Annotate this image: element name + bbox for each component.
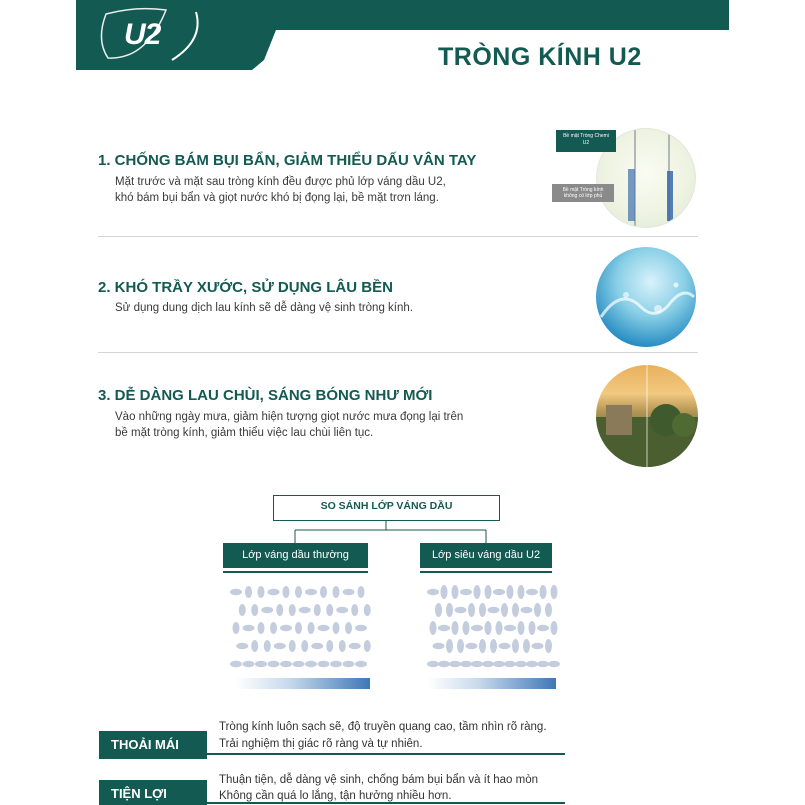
molecule [427,589,439,595]
molecule [534,603,541,617]
molecule [433,643,445,649]
molecule [455,607,467,613]
molecule [339,640,346,652]
molecule [343,661,355,667]
molecule [466,643,478,649]
comfort-tag: THOẢI MÁI [99,731,207,759]
molecule [532,643,544,649]
page-title: TRÒNG KÍNH U2 [438,43,642,71]
molecule [261,607,273,613]
molecule [326,604,333,616]
molecule [345,622,352,634]
molecule [499,643,511,649]
molecule [233,622,240,634]
molecule [526,589,538,595]
molecule [545,639,552,653]
molecule [308,622,315,634]
section-3-line-2: bề mặt tròng kính, giảm thiểu việc lau chùi liên tục. [115,427,374,439]
logo-text: U2 [124,18,161,51]
molecule [299,607,311,613]
molecule [512,603,519,617]
underline [223,571,368,573]
molecule [493,589,505,595]
molecule [264,640,271,652]
molecule [446,603,453,617]
molecule [333,622,340,634]
molecule [268,589,280,595]
molecule [490,639,497,653]
coating-gradient-bar [428,678,556,689]
molecule [452,621,459,635]
molecule [251,604,258,616]
molecule [355,661,367,667]
molecule [435,603,442,617]
underline [420,571,552,573]
molecule [295,586,302,598]
molecule [358,586,365,598]
molecule [305,661,317,667]
molecule [512,639,519,653]
molecule [320,586,327,598]
molecule [343,589,355,595]
regular-coating-molecules [228,582,373,682]
convenience-line-1: Thuận tiện, dễ dàng vệ sinh, chống bám bụi bẩn và ít hao mòn [219,774,539,786]
molecule [551,585,558,599]
molecule [441,585,448,599]
molecule [305,589,317,595]
molecule [243,661,255,667]
molecule [274,643,286,649]
molecule [518,621,525,635]
molecule [236,643,248,649]
molecule [314,604,321,616]
molecule [295,622,302,634]
coating-gradient-bar [236,678,370,689]
molecule [355,625,367,631]
molecule [351,604,358,616]
molecule [515,661,527,667]
convenience-line-2: Không cần quá lo lắng, tận hưởng nhiều hơn. [219,790,452,802]
molecule [551,621,558,635]
section-title-2: 2. KHÓ TRẦY XƯỚC, SỬ DỤNG LÂU BỀN [98,279,393,296]
molecule [438,625,450,631]
molecule [438,661,450,667]
molecule [518,585,525,599]
molecule [488,607,500,613]
molecule [479,639,486,653]
molecule [243,625,255,631]
molecule [251,640,258,652]
molecule [452,585,459,599]
molecule [523,639,530,653]
molecule [330,661,342,667]
molecule [326,640,333,652]
section-title-1: 1. CHỐNG BÁM BỤI BẨN, GIẢM THIỂU DẤU VÂN TAY [98,152,477,169]
molecule [301,640,308,652]
section-3-line-1: Vào những ngày mưa, giảm hiện tượng giọt nước mưa đọng lại trên [115,411,464,423]
molecule [471,661,483,667]
molecule [540,585,547,599]
molecule [430,621,437,635]
molecule [280,661,292,667]
molecule [255,661,267,667]
molecule [501,603,508,617]
molecule [258,622,265,634]
molecule [230,661,242,667]
molecule [479,603,486,617]
coated-lens-label: Bề mặt Tròng Chemi U2 [556,130,616,152]
molecule [460,589,472,595]
molecule [276,604,283,616]
molecule [318,661,330,667]
molecule [245,586,252,598]
convenience-tag: TIỆN LỢI [99,780,207,805]
molecule [504,661,516,667]
molecule [349,643,361,649]
molecule [289,640,296,652]
molecule [446,639,453,653]
molecule [318,625,330,631]
molecule [485,621,492,635]
molecule [280,625,292,631]
molecule [537,661,549,667]
molecule [507,585,514,599]
footer-line [99,753,565,755]
molecule [364,604,371,616]
molecule [545,603,552,617]
section-2-line-1: Sử dụng dung dịch lau kính sẽ dễ dàng vệ sinh tròng kính. [115,302,413,314]
molecule [482,661,494,667]
molecule [521,607,533,613]
molecule [268,661,280,667]
comfort-line-2: Trải nghiệm thị giác rõ ràng và tự nhiên. [219,738,423,750]
molecule [293,661,305,667]
section-title-3: 3. DỄ DÀNG LAU CHÙI, SÁNG BÓNG NHƯ MỚI [98,387,433,404]
section-1-line-1: Mặt trước và mặt sau tròng kính đều được phủ lớp váng dầu U2, [115,176,446,188]
molecule [493,661,505,667]
molecule [289,604,296,616]
molecule [336,607,348,613]
comparison-title: SO SÁNH LỚP VÁNG DẦU [320,500,453,512]
molecule [485,585,492,599]
molecule [537,625,549,631]
molecule [526,661,538,667]
molecule [283,586,290,598]
molecule [529,621,536,635]
u2-coating-label: Lớp siêu váng dầu U2 [420,543,552,568]
molecule [468,603,475,617]
molecule [449,661,461,667]
molecule [474,585,481,599]
molecule [364,640,371,652]
regular-coating-label: Lớp váng dầu thường [223,543,368,568]
molecule [258,586,265,598]
section-1-line-2: khó bám bụi bẩn và giọt nước khó bị đọng lại, bề mặt trơn láng. [115,192,439,204]
molecule [333,586,340,598]
molecule [463,621,470,635]
molecule [457,639,464,653]
molecule [239,604,246,616]
molecule [548,661,560,667]
molecule [270,622,277,634]
molecule [230,589,242,595]
molecule [504,625,516,631]
u2-coating-molecules [425,582,560,682]
molecule [427,661,439,667]
comfort-line-1: Tròng kính luôn sạch sẽ, độ truyền quang cao, tầm nhìn rõ ràng. [219,721,547,733]
uncoated-lens-label: Bề mặt Tròng kính không có lớp phủ [552,184,614,202]
molecule [496,621,503,635]
molecule [311,643,323,649]
molecule [460,661,472,667]
molecule [471,625,483,631]
